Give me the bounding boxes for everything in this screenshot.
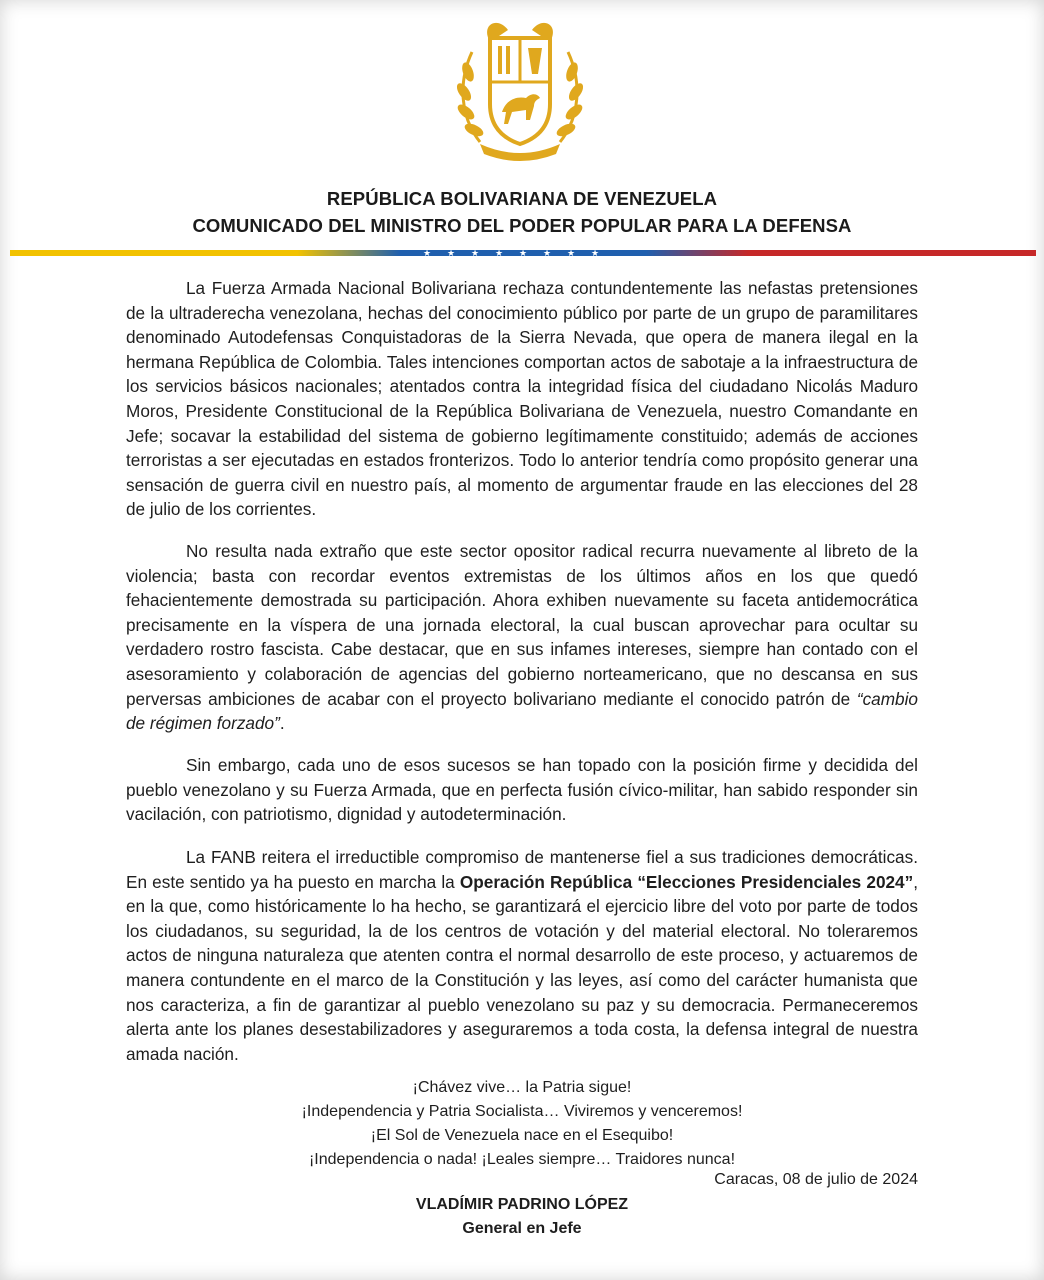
slogan-3: ¡El Sol de Venezuela nace en el Esequibo! — [370, 1127, 674, 1144]
slogan-4: ¡Independencia o nada! ¡Leales siempre… Traidores nunca! — [308, 1151, 736, 1168]
flag-color-bar — [10, 246, 1036, 260]
header-communique-title: COMUNICADO DEL MINISTRO DEL PODER POPULAR PARA LA DEFENSA — [192, 215, 852, 236]
paragraph-1-text: La Fuerza Armada Nacional Bolivariana rechaza contundentemente las nefastas pretensiones de la ultraderecha venezolana, hechas del conocimiento público por parte de un grupo de paramilitares denominado Autodefensas Conquistadoras de la Sierra Nevada, que opera de manera ilegal en la hermana República de Colombia. Tales intenciones comportan actos de sabotaje a la infraestructura de los servicios básicos nacionales; atentados contra la integridad física del ciudadano Nicolás Maduro Moros, Presidente Constitucional de la República Bolivariana de Venezuela, nuestro Comandante en Jefe; socavar la estabilidad del sistema de gobierno legítimamente constituido; además de acciones terroristas a ser ejecutadas en estados fronterizos. Todo lo anterior tendría como propósito generar una sensación de guerra civil en nuestro país, al momento de argumentar fraude en las elecciones del 28 de julio de los corrientes. — [126, 278, 918, 520]
svg-text:★: ★ — [495, 249, 504, 259]
svg-text:★: ★ — [543, 249, 552, 259]
paragraph-1 — [126, 276, 918, 522]
signer-name: VLADÍMIR PADRINO LÓPEZ — [415, 1196, 629, 1213]
svg-text:★: ★ — [447, 249, 456, 259]
svg-text:★: ★ — [471, 249, 480, 259]
signer-title: General en Jefe — [462, 1220, 582, 1237]
paragraph-3 — [126, 753, 918, 827]
paragraph-2 — [126, 539, 918, 736]
svg-text:★: ★ — [567, 249, 576, 259]
paragraph-2-italic-phrase: “cambio de régimen forzado” — [126, 688, 918, 734]
svg-text:★: ★ — [519, 249, 528, 259]
svg-text:★: ★ — [423, 249, 432, 259]
paragraph-4-text-start: La FANB reitera el irreductible compromiso de mantenerse fiel a sus tradiciones democráticas. En este sentido ya ha puesto en marcha la — [126, 847, 918, 892]
place-date: Caracas, 08 de julio de 2024 — [714, 1171, 918, 1188]
paragraph-4 — [126, 845, 918, 1066]
header-republic: REPÚBLICA BOLIVARIANA DE VENEZUELA — [326, 188, 718, 209]
coat-of-arms-icon — [450, 12, 590, 162]
slogan-2: ¡Independencia y Patria Socialista… Viviremos y venceremos! — [301, 1103, 743, 1120]
paragraph-3-text: Sin embargo, cada uno de esos sucesos se han topado con la posición firme y decidida del pueblo venezolano y su Fuerza Armada, que en perfecta fusión cívico-militar, han sabido responder sin vacilación, con patriotismo, dignidad y autodeterminación. — [126, 755, 918, 825]
slogan-1: ¡Chávez vive… la Patria sigue! — [412, 1079, 632, 1096]
svg-text:★: ★ — [591, 249, 600, 259]
paragraph-4-operation-name: Operación República “Elecciones Presidenciales 2024” — [459, 871, 914, 892]
paragraph-2-text: No resulta nada extraño que este sector opositor radical recurra nuevamente al libreto de la violencia; basta con recordar eventos extremistas de los últimos años en los que quedó fehacientemente demostrada su participación. Ahora exhiben nuevamente su faceta antidemocrática precisamente en la víspera de una jornada electoral, la cual buscan aprovechar para ocultar su verdadero rostro fascista. Cabe destacar, que en sus infames intereses, siempre han contado con el asesoramiento y colaboración de agencias del gobierno norteamericano, que no descansa en sus perversas ambiciones de acabar con el proyecto bolivariano mediante el conocido patrón de — [126, 541, 918, 709]
paragraph-4-text-end: , en la que, como históricamente lo ha hecho, se garantizará el ejercicio libre del voto por parte de todos los ciudadanos, su seguridad, la de los centros de votación y del material electoral. No toleraremos actos de ninguna naturaleza que atenten contra el normal desarrollo de este proceso, y actuaremos de manera contundente en el marco de la Constitución y las leyes, así como del carácter humanista que nos caracteriza, a fin de garantizar al pueblo venezolano su paz y su democracia. Permaneceremos alerta ante los planes desestabilizadores y aseguraremos a toda costa, la defensa integral de nuestra amada nación. — [126, 871, 918, 1064]
paragraph-2-end: . — [279, 713, 285, 734]
